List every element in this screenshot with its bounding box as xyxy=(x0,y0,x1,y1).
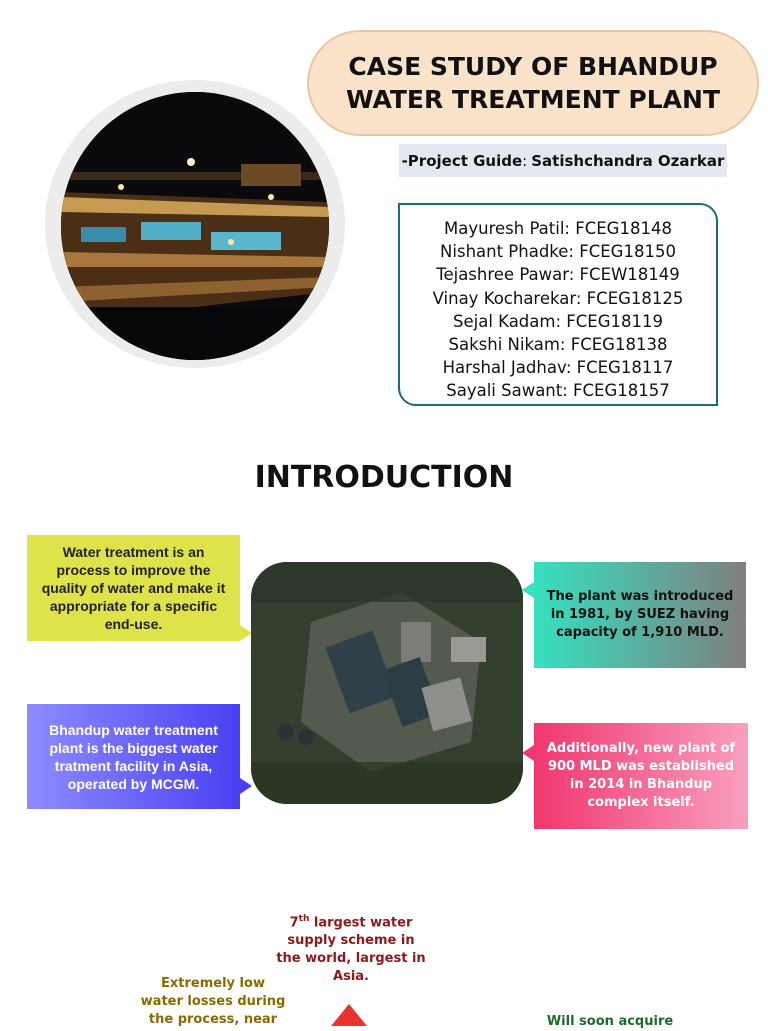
team-members-box xyxy=(398,203,718,406)
member-4: Vinay Kocharekar: FCEG18125 xyxy=(432,288,684,308)
aerial-satellite-photo xyxy=(251,562,523,804)
member-2: Nishant Phadke: FCEG18150 xyxy=(440,242,676,262)
intro-box-definition: Water treatment is an process to improve the quality of water and make it appropriate for a specific end-use. xyxy=(27,535,240,641)
member-5: Sejal Kadam: FCEG18119 xyxy=(453,311,663,331)
title-line-1: CASE STUDY OF BHANDUP xyxy=(348,52,718,81)
fact-largest-scheme-rank: 7 xyxy=(289,915,299,931)
fact-will-acquire: Will soon acquire xyxy=(546,1014,674,1029)
member-3: Tejashree Pawar: FCEW18149 xyxy=(436,265,680,285)
intro-box-biggest-pointer xyxy=(240,778,252,794)
aerial-image xyxy=(251,562,523,804)
member-1: Mayuresh Patil: FCEG18148 xyxy=(444,219,672,238)
intro-box-new-plant: Additionally, new plant of 900 MLD was established in 2014 in Bhandup complex itself. xyxy=(534,723,748,829)
project-guide-name: Satishchandra Ozarkar xyxy=(531,151,725,170)
fact-low-losses: Extremely low water losses during the process, near xyxy=(140,976,286,1027)
member-8: Sayali Sawant: FCEG18157 xyxy=(446,381,670,401)
fact-largest-scheme xyxy=(276,910,426,986)
intro-box-new-plant-pointer xyxy=(522,745,534,761)
introduction-heading: INTRODUCTION xyxy=(254,460,514,495)
project-guide xyxy=(399,144,727,177)
triangle-icon xyxy=(331,1004,367,1026)
fact-largest-scheme-text: largest water supply scheme in the world, largest in Asia. xyxy=(276,915,426,985)
plant-night-photo xyxy=(61,92,329,360)
intro-box-history-pointer xyxy=(522,582,534,598)
intro-box-biggest: Bhandup water treatment plant is the biggest water tratment facility in Asia, operated by MCGM. xyxy=(27,704,240,809)
member-7: Harshal Jadhav: FCEG18117 xyxy=(442,358,674,378)
project-guide-separator: : xyxy=(522,151,528,170)
member-6: Sakshi Nikam: FCEG18138 xyxy=(448,335,668,355)
plant-night-image xyxy=(61,92,329,360)
intro-box-history: The plant was introduced in 1981, by SUEZ having capacity of 1,910 MLD. xyxy=(534,562,746,668)
title-line-2: WATER TREATMENT PLANT xyxy=(346,85,720,114)
project-guide-label: -Project Guide xyxy=(401,151,523,170)
title-banner xyxy=(307,30,759,136)
fact-largest-scheme-suffix: th xyxy=(298,914,310,924)
